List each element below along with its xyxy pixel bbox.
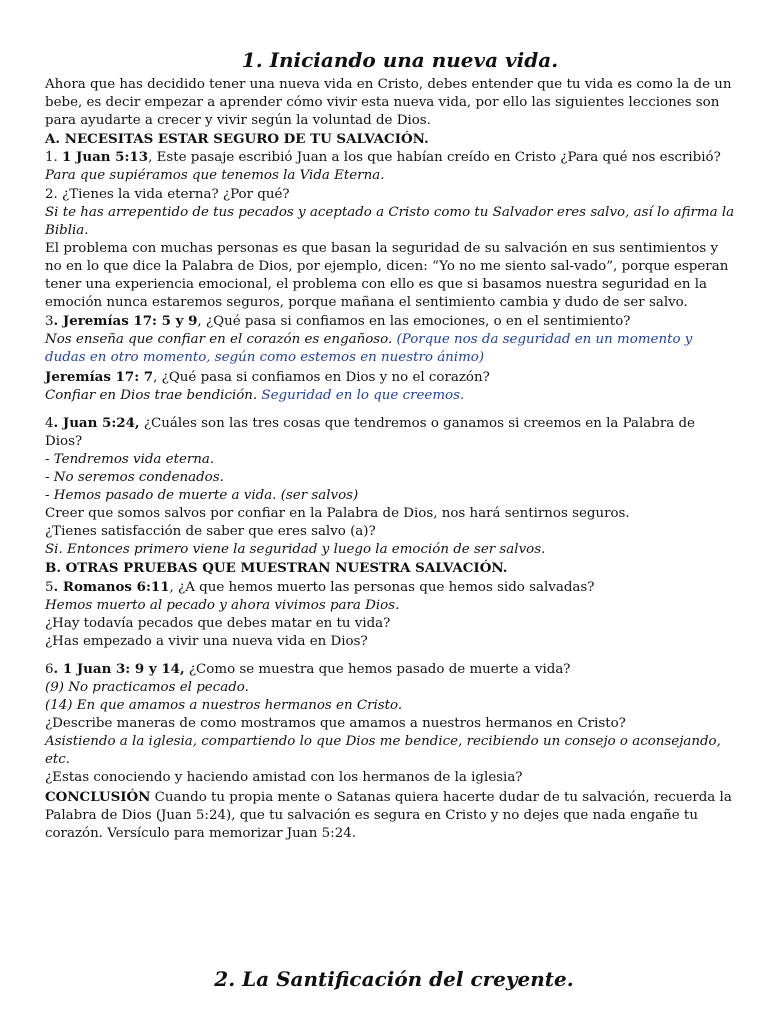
paragraph-6a: ¿Describe maneras de como mostramos que amamos a nuestros hermanos en Cristo? (45, 716, 626, 732)
question-1-text: , Este pasaje escribió Juan a los que habían creído en Cristo ¿Para qué nos escribió? (148, 150, 721, 166)
question-4-number: 4 (45, 415, 54, 431)
question-2: 2. ¿Tienes la vida eterna? ¿Por qué? (45, 186, 290, 202)
question-4-text: ¿Cuáles son las tres cosas que tendremos o ganamos si creemos en la Palabra de Dios? (45, 415, 695, 449)
question-3-text: , ¿Qué pasa si confiamos en las emociones, o en el sentimiento? (197, 314, 631, 330)
answer-3-text: Nos enseña que confiar en el corazón es engañoso. (45, 332, 397, 348)
heading-a: A. NECESITAS ESTAR SEGURO DE TU SALVACIÓN. (45, 131, 429, 148)
answer-4-item: - No seremos condenados. (45, 469, 224, 485)
conclusion-text: Cuando tu propia mente o Satanas quiera hacerte dudar de tu salvación, recuerda la Palabra de Dios (Juan 5:24), que tu salvación es segura en Cristo y no dejes que nada engañe tu corazón. Versículo para memorizar Juan 5:24. (45, 789, 732, 841)
conclusion-label: CONCLUSIÓN (45, 788, 151, 805)
spacer (45, 405, 735, 414)
paragraph-4a: Creer que somos salvos por confiar en la Palabra de Dios, nos hará sentirnos seguros. (45, 506, 630, 522)
question-6 (45, 660, 735, 679)
paragraph-5b: ¿Has empezado a vivir una nueva vida en Dios? (45, 633, 368, 649)
question-3-number: 3 (45, 314, 54, 330)
heading-b: B. OTRAS PRUEBAS QUE MUESTRAN NUESTRA SALVACIÓN. (45, 560, 508, 577)
answer-1: Para que supiéramos que tenemos la Vida Eterna. (45, 168, 385, 184)
answer-3b-text: Confiar en Dios trae bendición. (45, 387, 262, 403)
document-page (45, 48, 735, 843)
paragraph-5a: ¿Hay todavía pecados que debes matar en tu vida? (45, 615, 391, 631)
answer-6-item: (14) En que amamos a nuestros hermanos en Cristo. (45, 698, 403, 714)
question-5 (45, 578, 735, 597)
answer-3b-note: Seguridad en lo que creemos. (261, 387, 465, 403)
answer-2: Si te has arrepentido de tus pecados y aceptado a Cristo como tu Salvador eres salvo, así lo afirma la Biblia. (45, 204, 735, 238)
question-3b-text: , ¿Qué pasa si confiamos en Dios y no el corazón? (153, 369, 490, 385)
question-5-text: , ¿A que hemos muerto las personas que hemos sido salvadas? (169, 579, 595, 595)
question-3b-reference: Jeremías 17: 7 (45, 368, 154, 385)
question-1 (45, 148, 735, 167)
paragraph-4b: ¿Tienes satisfacción de saber que eres salvo (a)? (45, 524, 376, 540)
question-4-reference: . Juan 5:24, (53, 414, 140, 431)
question-6-number: 6 (45, 661, 54, 677)
answer-3 (45, 331, 735, 367)
intro-paragraph: Ahora que has decidido tener una nueva vida en Cristo, debes entender que tu vida es como la de un bebe, es decir empezar a aprender cómo vivir esta nueva vida, por ello las siguientes lecciones son para ayudarte a crecer y vivir según la voluntad de Dios. (45, 77, 732, 129)
question-3-reference: . Jeremías 17: 5 y 9 (53, 313, 198, 330)
answer-3b (45, 387, 735, 405)
answer-6b: Asistiendo a la iglesia, compartiendo lo que Dios me bendice, recibiendo un consejo o aconsejando, etc. (45, 734, 721, 768)
paragraph-2: El problema con muchas personas es que basan la seguridad de su salvación en sus sentimientos y no en lo que dice la Palabra de Dios, por ejemplo, dicen: “Yo no me siento sal-vado”, porque esperan tener una experiencia emocional, el problema con ello es que si basamos nuestra seguridad en la emoción nunca estaremos seguros, porque mañana el sentimiento cambia y dudo de ser salvo. (45, 240, 729, 311)
question-6-text: ¿Como se muestra que hemos pasado de muerte a vida? (184, 661, 571, 677)
question-6-reference: . 1 Juan 3: 9 y 14, (53, 660, 185, 677)
question-4 (45, 414, 735, 451)
paragraph-6b: ¿Estas conociendo y haciendo amistad con los hermanos de la iglesia? (45, 770, 523, 786)
answer-4-item: - Tendremos vida eterna. (45, 451, 215, 467)
question-3b (45, 368, 735, 387)
answer-4b: Si. Entonces primero viene la seguridad y luego la emoción de ser salvos. (45, 542, 546, 558)
question-1-reference: 1 Juan 5:13 (62, 149, 149, 166)
answer-4-item: - Hemos pasado de muerte a vida. (ser salvos) (45, 488, 359, 504)
question-5-number: 5 (45, 579, 54, 595)
question-5-reference: . Romanos 6:11 (53, 578, 170, 595)
conclusion (45, 788, 735, 843)
answer-3-note: (Porque nos da seguridad en un momento y dudas en otro momento, según como estemos en nuestro ánimo) (45, 332, 693, 366)
answer-5: Hemos muerto al pecado y ahora vivimos para Dios. (45, 597, 400, 613)
section-2-title: 2. La Santificación del creyente. (214, 966, 574, 991)
section-1-title: 1. Iniciando una nueva vida. (241, 48, 559, 72)
answer-6-item: (9) No practicamos el pecado. (45, 680, 249, 695)
spacer (45, 651, 735, 660)
question-1-number: 1. (45, 150, 63, 166)
question-3 (45, 312, 735, 331)
